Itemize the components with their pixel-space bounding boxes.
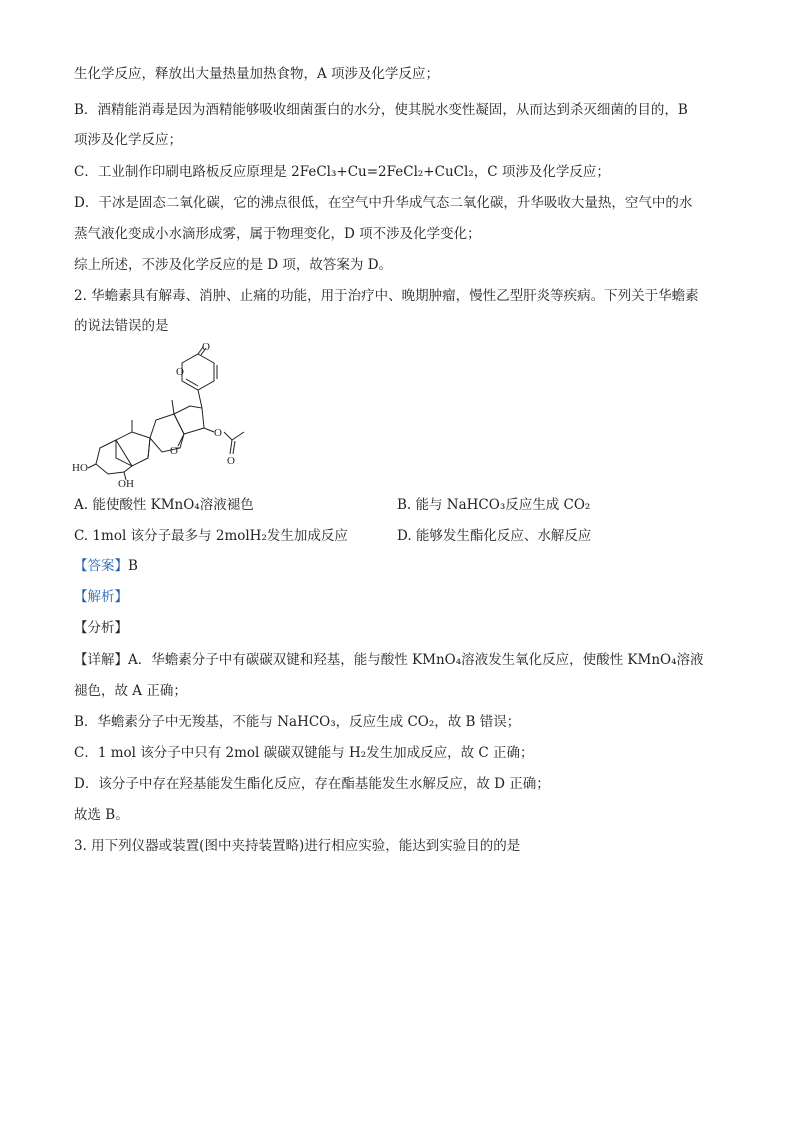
answer-line: [74, 556, 138, 576]
atom-hydroxyl-c3: HO: [72, 462, 88, 474]
atom-hydroxyl-c5: OH: [118, 478, 134, 490]
text-line: 综上所述，不涉及化学反应的是 D 项，故答案为 D。: [74, 257, 393, 273]
ring-a: [96, 440, 132, 474]
question-3-stem: 3. 用下列仪器或装置(图中夹持装置略)进行相应实验，能达到实验目的的是: [74, 838, 521, 854]
question-2-stem: 2. 华蟾素具有解毒、消肿、止痛的功能，用于治疗中、晚期肿瘤，慢性乙型肝炎等疾病。下列关于华蟾素: [74, 288, 699, 304]
atom-ester-oxygen: O: [214, 427, 222, 439]
detail-line: 故选 B。: [74, 807, 129, 823]
atom-epoxide-oxygen: O: [170, 445, 178, 457]
text-line: C．工业制作印刷电路板反应原理是 2FeCl₃+Cu=2FeCl₂+CuCl₂，C 项涉及化学反应；: [74, 164, 610, 180]
ring-c: [150, 414, 184, 452]
detail-line: D．该分子中存在羟基能发生酯化反应，存在酯基能发生水解反应，故 D 正确；: [74, 776, 550, 792]
detail-text: A．华蟾素分子中有碳碳双键和羟基，能与酸性 KMnO₄溶液发生氧化反应，使酸性 KMnO₄溶液: [128, 652, 704, 668]
option-c: C. 1mol 该分子最多与 2molH₂发生加成反应: [74, 528, 348, 544]
question-2-stem: 的说法错误的是: [74, 318, 169, 334]
text-line: 蒸气液化变成小水滴形成雾，属于物理变化，D 项不涉及化学变化；: [74, 226, 481, 242]
detail-line: C．1 mol 该分子中只有 2mol 碳碳双键能与 H₂发生加成反应，故 C 正确；: [74, 745, 534, 761]
atom-acetyl-oxygen: O: [227, 455, 235, 467]
text-line: B．酒精能消毒是因为酒精能够吸收细菌蛋白的水分，使其脱水变性凝固，从而达到杀灭细菌的目的，B: [74, 102, 688, 118]
fenxi-label: 【分析】: [74, 620, 128, 636]
huachansu-structure-diagram: [70, 340, 280, 490]
detail-line: 褪色，故 A 正确；: [74, 683, 187, 699]
text-line: D．干冰是固态二氧化碳，它的沸点很低，在空气中升华成气态二氧化碳，升华吸收大量热，空气中的水: [74, 195, 693, 211]
answer-value: B: [128, 558, 138, 574]
ring-d: [174, 406, 204, 434]
pyranone-ring: [182, 354, 214, 390]
option-b: B. 能与 NaHCO₃反应生成 CO₂: [397, 497, 591, 513]
analysis-label: 【解析】: [74, 589, 128, 605]
detail-label: 【详解】: [74, 652, 128, 668]
atom-ring-oxygen: O: [176, 366, 184, 378]
text-line: 生化学反应，释放出大量热量加热食物，A 项涉及化学反应；: [74, 66, 440, 82]
detail-line: B．华蟾素分子中无羧基，不能与 NaHCO₃，反应生成 CO₂，故 B 错误；: [74, 714, 521, 730]
option-a: A. 能使酸性 KMnO₄溶液褪色: [74, 497, 254, 513]
option-d: D. 能够发生酯化反应、水解反应: [397, 528, 592, 544]
detail-line: [74, 650, 704, 670]
text-line: 项涉及化学反应；: [74, 132, 182, 148]
answer-label: 【答案】: [74, 558, 128, 574]
molecule-svg: [70, 340, 280, 490]
atom-carbonyl-oxygen: O: [202, 341, 210, 353]
